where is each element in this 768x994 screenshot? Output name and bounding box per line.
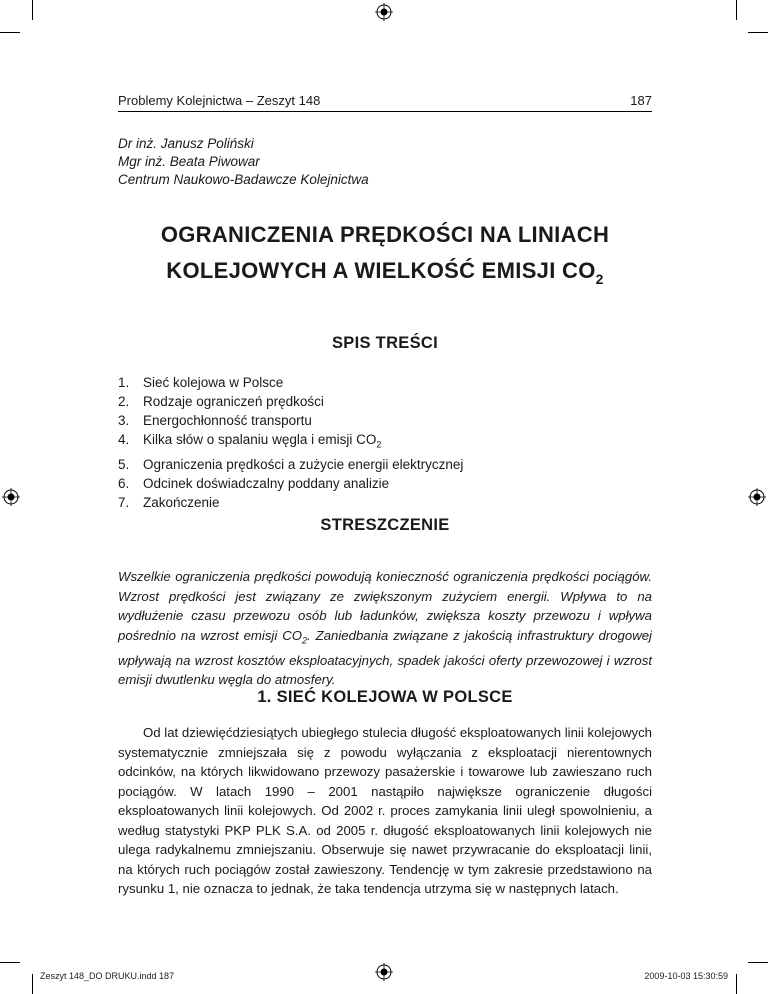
toc-list (118, 373, 463, 512)
title-line-2: KOLEJOWYCH A WIELKOŚĆ EMISJI $CO_2$ (166, 258, 604, 287)
toc-item: 5. Ograniczenia prędkości a zużycie energii elektrycznej (118, 456, 464, 472)
running-header (118, 93, 652, 108)
toc-item: 6. Odcinek doświadczalny poddany analizie (118, 475, 390, 491)
registration-mark-icon (375, 963, 393, 981)
author-2: Mgr inż. Beata Piwowar (118, 154, 260, 169)
page-number: 187 (630, 93, 652, 108)
section-1-paragraph: Od lat dziewięćdziesiątych ubiegłego stulecia długość eksploatowanych linii kolejowych systematycznie zmniejszała się z powodu wyłączania z eksploatacji nierentownych odcinków, na których likwidowano przewozy pasażerskie i towarowe lub zawieszano ruch pociągów. W latach 1990 – 2001 nastąpiło największe ograniczenie długości eksploatowanych linii kolejowych. Od 2002 r. proces zamykania linii uległ spowolnieniu, a według statystyki PKP PLK S.A. od 2005 r. długość eksploatowanych linii kolejowych nie ulega radykalnemu zmniejszaniu. Obserwuje się nawet przywracanie do eksploatacji linii, na których ruch pociągów został zawieszony. Tendencję w tym zakresie przedstawiono na rysunku 1, nie oznacza to jednak, że taka tendencja utrzyma się w następnych latach. (118, 725, 652, 896)
toc-item: 7. Zakończenie (118, 494, 220, 510)
footer-timestamp: 2009-10-03 15:30:59 (644, 971, 728, 981)
journal-name: Problemy Kolejnictwa – Zeszyt 148 (118, 93, 321, 108)
registration-mark-icon (2, 488, 20, 506)
author-block (118, 135, 369, 189)
crop-mark (748, 962, 768, 963)
toc-item: 2. Rodzaje ograniczeń prędkości (118, 394, 324, 409)
crop-mark (748, 32, 768, 33)
crop-mark (736, 0, 737, 20)
toc-item: 1. Sieć kolejowa w Polsce (118, 375, 284, 390)
author-1: Dr inż. Janusz Poliński (118, 136, 254, 151)
crop-mark (0, 962, 20, 963)
article-title (118, 217, 652, 297)
toc-item: 4. Kilka słów o spalaniu węgla i emisji $CO_2$ (118, 432, 382, 450)
registration-mark-icon (375, 3, 393, 21)
toc-heading: SPIS TREŚCI (332, 334, 438, 352)
title-line-1: OGRANICZENIA PRĘDKOŚCI NA LINIACH (160, 222, 610, 247)
abstract-text: Wszelkie ograniczenia prędkości powodują konieczność ograniczenia prędkości pociągów. Wzrost prędkości jest związany ze zwiększonym zużyciem energii. Wpływa to na wydłużenie czasu przewozu osób lub ładunków, zwiększa koszty przewozu i wpływa pośrednio na wzrost emisji $CO_2$. Zaniedbania związane z jakością infrastruktury drogowej wpływają na wzrost kosztów eksploatacyjnych, spadek jakości oferty przewozowej i wzrost emisji dwutlenku węgla do atmosfery. (118, 569, 652, 688)
footer-file: Zeszyt 148_DO DRUKU.indd 187 (40, 971, 175, 981)
header-rule (118, 111, 652, 112)
section-1-heading: 1. SIEĆ KOLEJOWA W POLSCE (257, 688, 513, 706)
crop-mark (32, 0, 33, 20)
abstract-heading: STRESZCZENIE (320, 516, 450, 534)
crop-mark (0, 32, 20, 33)
crop-mark (736, 974, 737, 994)
toc-item: 3. Energochłonność transportu (118, 413, 312, 428)
crop-mark (32, 974, 33, 994)
registration-mark-icon (748, 488, 766, 506)
affiliation: Centrum Naukowo-Badawcze Kolejnictwa (118, 172, 369, 187)
